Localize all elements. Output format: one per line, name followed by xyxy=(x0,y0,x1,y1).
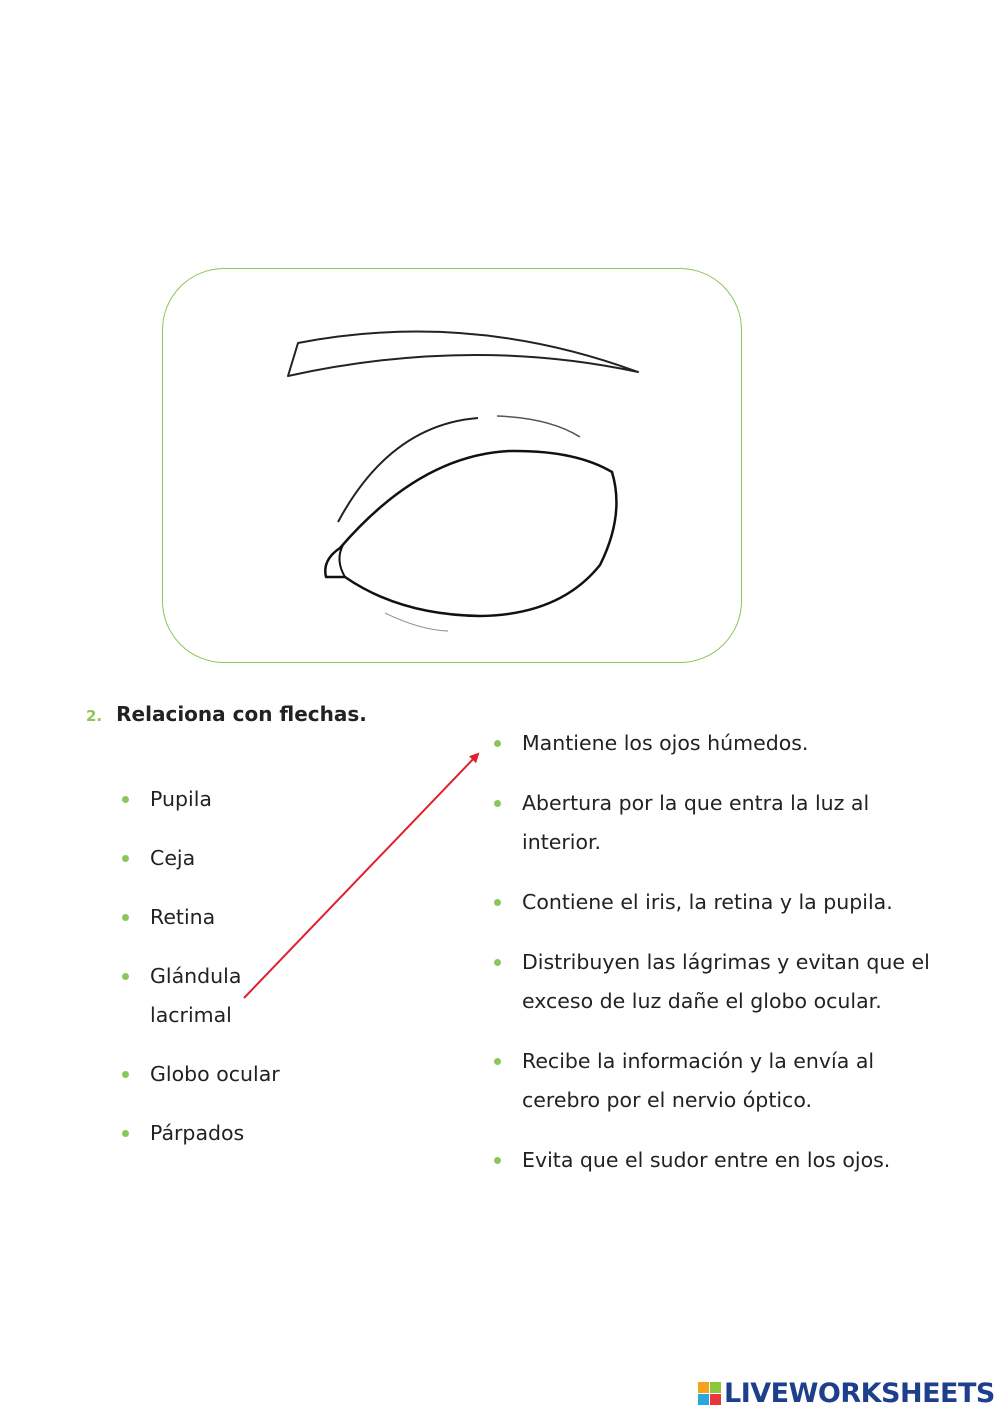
list-item[interactable] xyxy=(122,957,270,1035)
list-item[interactable] xyxy=(494,724,934,763)
bullet-icon xyxy=(122,914,129,921)
definition-label: Mantiene los ojos húmedos. xyxy=(522,731,809,755)
bullet-icon xyxy=(122,1071,129,1078)
term-label: Retina xyxy=(150,905,216,929)
list-item[interactable] xyxy=(494,943,952,1021)
eyebrow-drawing xyxy=(288,332,638,376)
list-item[interactable] xyxy=(494,1141,934,1180)
bullet-icon xyxy=(122,855,129,862)
definition-label: Contiene el iris, la retina y la pupila. xyxy=(522,890,893,914)
logo-text: LIVEWORKSHEETS xyxy=(724,1377,995,1409)
list-item[interactable] xyxy=(122,1055,322,1094)
right-definitions-list xyxy=(494,724,934,1201)
list-item[interactable] xyxy=(122,780,322,819)
question-title: Relaciona con flechas. xyxy=(116,702,367,726)
definition-label: Recibe la información y la envía al cerebro por el nervio óptico. xyxy=(522,1049,875,1112)
bullet-icon xyxy=(494,899,501,906)
definition-label: Abertura por la que entra la luz al interior. xyxy=(522,791,870,854)
bullet-icon xyxy=(122,1130,129,1137)
definition-label: Evita que el sudor entre en los ojos. xyxy=(522,1148,891,1172)
list-item[interactable] xyxy=(494,784,912,862)
bullet-icon xyxy=(494,740,501,747)
question-number: 2. xyxy=(86,707,103,725)
logo-icon xyxy=(698,1382,721,1405)
term-label: Ceja xyxy=(150,846,196,870)
term-label: Globo ocular xyxy=(150,1062,280,1086)
list-item[interactable] xyxy=(122,898,322,937)
bullet-icon xyxy=(122,796,129,803)
bullet-icon xyxy=(494,800,501,807)
eye-illustration xyxy=(0,0,1000,700)
bullet-icon xyxy=(494,1058,501,1065)
list-item[interactable] xyxy=(122,839,322,878)
liveworksheets-logo xyxy=(698,1375,995,1411)
bullet-icon xyxy=(494,1157,501,1164)
bullet-icon xyxy=(494,959,501,966)
definition-label: Distribuyen las lágrimas y evitan que el exceso de luz dañe el globo ocular. xyxy=(522,950,930,1013)
list-item[interactable] xyxy=(494,883,934,922)
list-item[interactable] xyxy=(494,1042,922,1120)
list-item[interactable] xyxy=(122,1114,322,1153)
term-label: Glándula lacrimal xyxy=(150,964,242,1027)
eyelid-crease-drawing xyxy=(338,418,478,522)
bullet-icon xyxy=(122,973,129,980)
left-terms-list xyxy=(122,780,322,1173)
term-label: Párpados xyxy=(150,1121,245,1145)
term-label: Pupila xyxy=(150,787,212,811)
question-heading xyxy=(86,702,367,726)
